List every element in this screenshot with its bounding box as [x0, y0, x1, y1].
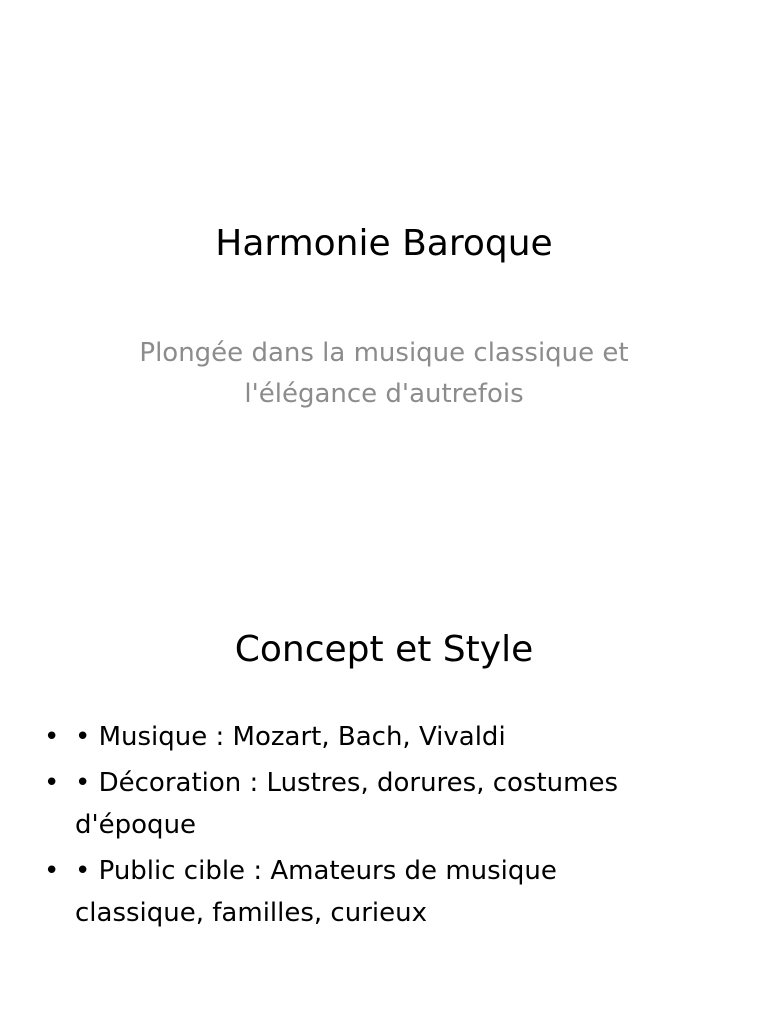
title-slide-subtitle: Plongée dans la musique classique et l'élégance d'autrefois: [139, 338, 629, 409]
content-slide-heading: Concept et Style: [234, 629, 534, 670]
bullet-marker: •: [44, 768, 60, 798]
bullet-item-musique: [40, 716, 680, 758]
bullet-marker: •: [44, 856, 60, 886]
bullet-text: • Public cible : Amateurs de musique classique, familles, curieux: [75, 856, 557, 928]
title-slide-heading: Harmonie Baroque: [215, 223, 553, 264]
bullet-text: • Décoration : Lustres, dorures, costumes d'époque: [75, 768, 619, 840]
bullet-list: [40, 716, 680, 938]
bullet-item-decoration: [40, 762, 680, 846]
bullet-text: • Musique : Mozart, Bach, Vivaldi: [75, 722, 506, 752]
bullet-marker: •: [44, 722, 60, 752]
bullet-item-public-cible: [40, 850, 680, 934]
